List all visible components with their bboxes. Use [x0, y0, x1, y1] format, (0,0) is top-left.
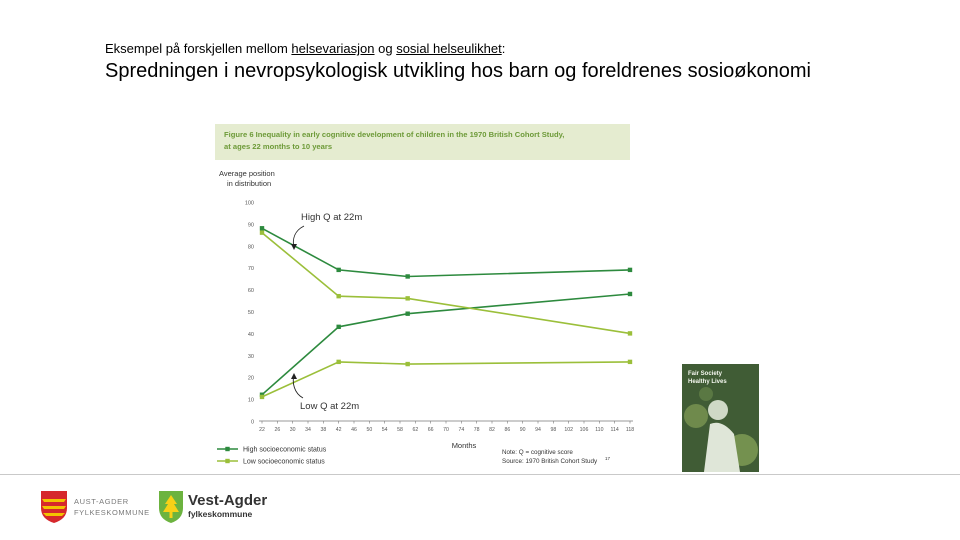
y-tick-label: 80: [247, 244, 254, 251]
y-tick-label: 10: [247, 397, 254, 404]
aust-agder-line1: AUST-AGDER: [74, 497, 129, 506]
series-point-3: [628, 331, 632, 335]
figure-caption-line2: at ages 22 months to 10 years: [224, 142, 333, 151]
cover-title-line1: Fair Society: [688, 371, 723, 377]
series-point-1: [260, 226, 264, 230]
y-axis-label-line1: Average position: [219, 169, 275, 178]
x-tick-label: 98: [550, 427, 557, 433]
y-tick-label: 70: [247, 266, 254, 273]
x-tick-label: 30: [289, 427, 296, 433]
x-tick-label: 34: [305, 427, 311, 433]
series-line-2: [262, 294, 630, 395]
y-tick-label: 50: [247, 310, 254, 316]
note-text: Note: Q = cognitive score: [502, 449, 573, 456]
x-tick-label: 54: [381, 427, 388, 433]
source-superscript: 17: [605, 456, 611, 461]
x-tick-label: 114: [610, 427, 619, 433]
aust-agder-logo-text: [74, 496, 150, 518]
series-point-1: [628, 268, 632, 272]
x-tick-label: 38: [320, 427, 327, 433]
x-tick-label: 26: [274, 427, 281, 433]
inequality-chart: [198, 115, 658, 475]
y-tick-label: 100: [244, 200, 254, 207]
series-point-4: [260, 395, 264, 399]
slide-title: Spredningen i nevropsykologisk utvikling hos barn og foreldrenes sosioøkonomi: [105, 60, 811, 82]
x-tick-label: 118: [625, 427, 635, 433]
aust-agder-line2: FYLKESKOMMUNE: [74, 508, 150, 517]
series-line-1: [262, 228, 630, 276]
x-tick-label: 70: [443, 427, 449, 433]
series-point-4: [628, 360, 632, 364]
series-line-3: [262, 233, 630, 334]
vest-agder-shield-icon: [158, 490, 184, 524]
legend-swatch-point: [225, 447, 229, 451]
series-point-1: [405, 274, 409, 278]
series-point-2: [336, 325, 340, 329]
x-tick-label: 74: [458, 427, 465, 433]
x-tick-label: 42: [335, 427, 342, 433]
x-tick-label: 62: [412, 427, 419, 433]
figure-caption-line1: Figure 6 Inequality in early cognitive development of children in the 1970 British Cohort Study,: [224, 130, 565, 139]
x-tick-label: 102: [564, 427, 573, 433]
x-tick-label: 50: [366, 427, 373, 433]
series-point-2: [628, 292, 632, 296]
slide-subtitle: [105, 41, 505, 57]
series-point-2: [405, 311, 409, 315]
y-axis-label-line2: in distribution: [227, 179, 272, 188]
x-tick-label: 86: [504, 427, 511, 433]
subtitle-middle: og: [374, 41, 397, 56]
x-tick-label: 90: [519, 427, 526, 433]
vest-agder-line2: fylkeskommune: [188, 509, 253, 519]
link-sosial-helseulikhet[interactable]: sosial helseulikhet: [396, 41, 502, 56]
series-point-4: [405, 362, 409, 366]
x-tick-label: 110: [595, 427, 604, 433]
x-tick-label: 58: [397, 427, 403, 433]
footer-divider: [0, 474, 960, 475]
low-q-annotation: Low Q at 22m: [300, 401, 360, 412]
legend-label: High socioeconomic status: [243, 446, 327, 454]
y-tick-label: 90: [247, 222, 254, 229]
series-point-3: [336, 294, 340, 298]
series-point-3: [405, 296, 409, 300]
x-tick-label: 46: [351, 427, 357, 433]
cover-title-line2: Healthy Lives: [688, 379, 727, 385]
x-tick-label: 22: [259, 427, 265, 433]
chart-legend: [217, 447, 327, 466]
subtitle-suffix: :: [501, 41, 506, 56]
series-point-3: [260, 230, 264, 234]
x-tick-label: 78: [473, 427, 480, 433]
chart-series: [260, 226, 632, 399]
source-text: Source: 1970 British Cohort Study: [502, 458, 598, 465]
series-line-4: [262, 362, 630, 397]
x-tick-label: 82: [489, 427, 495, 433]
x-axis-label: Months: [451, 441, 477, 450]
subtitle-prefix: Eksempel på forskjellen mellom: [105, 41, 292, 56]
x-tick-label: 94: [535, 427, 541, 433]
x-tick-label: 106: [579, 427, 589, 433]
legend-label: Low socioeconomic status: [243, 458, 325, 466]
y-tick-label: 30: [247, 353, 254, 360]
legend-swatch-point: [225, 459, 229, 463]
vest-agder-logo-text: [188, 492, 267, 519]
vest-agder-line1: Vest-Agder: [188, 492, 268, 509]
y-tick-label: 20: [247, 375, 254, 382]
low-q-arrowhead: [291, 373, 297, 379]
x-tick-label: 66: [427, 427, 434, 433]
report-cover-image: [682, 364, 759, 472]
aust-agder-shield-icon: [40, 490, 68, 524]
series-point-1: [336, 268, 340, 272]
y-tick-label: 60: [247, 288, 254, 295]
link-helsevariasjon[interactable]: helsevariasjon: [291, 41, 375, 56]
high-q-annotation: High Q at 22m: [301, 212, 363, 223]
series-point-4: [336, 360, 340, 364]
y-tick-label: 40: [247, 331, 254, 338]
y-tick-label: 0: [250, 419, 254, 426]
